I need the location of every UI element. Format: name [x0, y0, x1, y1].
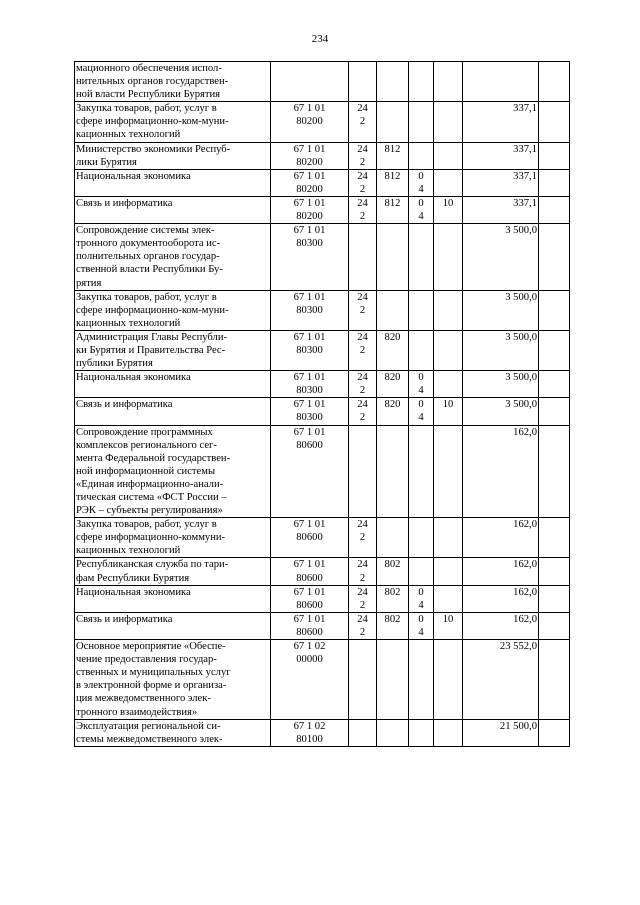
row-administrator-cell: 802 [377, 612, 409, 639]
row-amount-cell: 337,1 [463, 169, 539, 196]
row-extra-amount-cell [539, 62, 570, 102]
table-row [75, 142, 570, 169]
row-subsection-cell [434, 558, 463, 585]
row-section-cell [409, 558, 434, 585]
row-section-cell: 0 4 [409, 585, 434, 612]
row-amount-cell: 162,0 [463, 612, 539, 639]
row-amount-cell: 3 500,0 [463, 224, 539, 290]
row-amount-cell: 162,0 [463, 558, 539, 585]
row-section-cell [409, 142, 434, 169]
row-target-code-cell: 67 1 02 00000 [271, 640, 349, 720]
row-extra-amount-cell [539, 585, 570, 612]
row-administrator-cell [377, 62, 409, 102]
row-extra-amount-cell [539, 102, 570, 142]
row-amount-cell: 3 500,0 [463, 330, 539, 370]
row-section-cell: 0 4 [409, 398, 434, 425]
row-subsection-cell: 10 [434, 196, 463, 223]
row-name-cell: Закупка товаров, работ, услуг в сфере информационно-ком-муни- кационных технологий [75, 102, 271, 142]
row-amount-cell: 3 500,0 [463, 371, 539, 398]
row-extra-amount-cell [539, 558, 570, 585]
row-extra-amount-cell [539, 224, 570, 290]
row-subsection-cell [434, 102, 463, 142]
row-section-cell [409, 290, 434, 330]
row-target-code-cell: 67 1 01 80200 [271, 169, 349, 196]
row-subsection-cell: 10 [434, 612, 463, 639]
row-section-cell: 0 4 [409, 196, 434, 223]
row-name-cell: Национальная экономика [75, 371, 271, 398]
table-row [75, 612, 570, 639]
row-target-code-cell: 67 1 01 80600 [271, 558, 349, 585]
table-row [75, 371, 570, 398]
table-row [75, 585, 570, 612]
row-section-cell [409, 102, 434, 142]
row-target-code-cell [271, 62, 349, 102]
table-row [75, 196, 570, 223]
row-administrator-cell [377, 518, 409, 558]
table-row [75, 330, 570, 370]
table-row [75, 425, 570, 518]
row-section-cell: 0 4 [409, 612, 434, 639]
row-administrator-cell: 820 [377, 398, 409, 425]
row-expense-type-cell [349, 224, 377, 290]
row-amount-cell: 162,0 [463, 425, 539, 518]
row-target-code-cell: 67 1 01 80300 [271, 330, 349, 370]
row-name-cell: Сопровождение программных комплексов регионального сег- мента Федеральной государствен- ной информационной системы «Единая информационно-анали- тическая система «ФСТ России – РЭК – субъекты регулирования» [75, 425, 271, 518]
row-expense-type-cell: 24 2 [349, 102, 377, 142]
row-target-code-cell: 67 1 01 80300 [271, 224, 349, 290]
row-target-code-cell: 67 1 01 80200 [271, 196, 349, 223]
row-target-code-cell: 67 1 01 80600 [271, 425, 349, 518]
row-subsection-cell [434, 640, 463, 720]
row-extra-amount-cell [539, 371, 570, 398]
row-target-code-cell: 67 1 01 80200 [271, 102, 349, 142]
table-row [75, 558, 570, 585]
row-expense-type-cell: 24 2 [349, 196, 377, 223]
row-name-cell: Сопровождение системы элек- тронного документооборота ис- полнительных органов государ- ственной власти Республики Бу- рятия [75, 224, 271, 290]
row-name-cell: Закупка товаров, работ, услуг в сфере информационно-ком-муни- кационных технологий [75, 290, 271, 330]
row-administrator-cell [377, 102, 409, 142]
table-row [75, 169, 570, 196]
row-name-cell: мационного обеспечения испол- нительных органов государствен- ной власти Республики Бурятия [75, 62, 271, 102]
row-extra-amount-cell [539, 518, 570, 558]
table-row [75, 640, 570, 720]
row-target-code-cell: 67 1 02 80100 [271, 719, 349, 746]
row-subsection-cell [434, 425, 463, 518]
row-name-cell: Связь и информатика [75, 612, 271, 639]
row-administrator-cell [377, 290, 409, 330]
row-amount-cell: 337,1 [463, 102, 539, 142]
row-name-cell: Администрация Главы Республи- ки Бурятия и Правительства Рес- публики Бурятия [75, 330, 271, 370]
row-subsection-cell [434, 62, 463, 102]
row-target-code-cell: 67 1 01 80300 [271, 290, 349, 330]
row-name-cell: Национальная экономика [75, 169, 271, 196]
row-subsection-cell [434, 330, 463, 370]
row-extra-amount-cell [539, 330, 570, 370]
row-expense-type-cell: 24 2 [349, 142, 377, 169]
row-name-cell: Связь и информатика [75, 196, 271, 223]
row-name-cell: Основное мероприятие «Обеспе- чение предоставления государ- ственных и муниципальных услуг в электронной форме и организа- ция межведомственного элек- тронного взаимодействия» [75, 640, 271, 720]
row-name-cell: Эксплуатация региональной си- стемы межведомственного элек- [75, 719, 271, 746]
row-expense-type-cell: 24 2 [349, 330, 377, 370]
table-row [75, 102, 570, 142]
row-name-cell: Национальная экономика [75, 585, 271, 612]
row-subsection-cell [434, 719, 463, 746]
row-expense-type-cell: 24 2 [349, 558, 377, 585]
table-row [75, 290, 570, 330]
table-row [75, 398, 570, 425]
row-subsection-cell [434, 371, 463, 398]
row-name-cell: Закупка товаров, работ, услуг в сфере информационно-коммуни- кационных технологий [75, 518, 271, 558]
row-amount-cell: 3 500,0 [463, 398, 539, 425]
row-extra-amount-cell [539, 612, 570, 639]
budget-table-body [75, 62, 570, 747]
row-section-cell: 0 4 [409, 169, 434, 196]
row-expense-type-cell: 24 2 [349, 398, 377, 425]
table-row [75, 224, 570, 290]
row-extra-amount-cell [539, 425, 570, 518]
row-amount-cell: 337,1 [463, 196, 539, 223]
row-expense-type-cell [349, 62, 377, 102]
row-name-cell: Республиканская служба по тари- фам Республики Бурятия [75, 558, 271, 585]
row-amount-cell: 3 500,0 [463, 290, 539, 330]
row-administrator-cell: 812 [377, 142, 409, 169]
row-target-code-cell: 67 1 01 80600 [271, 585, 349, 612]
row-amount-cell: 162,0 [463, 518, 539, 558]
row-amount-cell: 21 500,0 [463, 719, 539, 746]
row-extra-amount-cell [539, 196, 570, 223]
row-amount-cell: 337,1 [463, 142, 539, 169]
row-expense-type-cell [349, 719, 377, 746]
row-administrator-cell: 812 [377, 169, 409, 196]
row-expense-type-cell [349, 425, 377, 518]
row-section-cell [409, 330, 434, 370]
row-section-cell [409, 640, 434, 720]
row-section-cell: 0 4 [409, 371, 434, 398]
table-row [75, 62, 570, 102]
row-section-cell [409, 224, 434, 290]
row-section-cell [409, 425, 434, 518]
row-target-code-cell: 67 1 01 80600 [271, 612, 349, 639]
row-extra-amount-cell [539, 290, 570, 330]
row-amount-cell: 162,0 [463, 585, 539, 612]
row-subsection-cell [434, 169, 463, 196]
row-extra-amount-cell [539, 169, 570, 196]
row-extra-amount-cell [539, 142, 570, 169]
row-amount-cell [463, 62, 539, 102]
row-expense-type-cell: 24 2 [349, 371, 377, 398]
table-row [75, 518, 570, 558]
row-administrator-cell: 802 [377, 558, 409, 585]
row-administrator-cell [377, 224, 409, 290]
row-subsection-cell [434, 518, 463, 558]
budget-table [74, 61, 570, 747]
row-subsection-cell [434, 224, 463, 290]
row-subsection-cell [434, 585, 463, 612]
row-target-code-cell: 67 1 01 80600 [271, 518, 349, 558]
row-name-cell: Связь и информатика [75, 398, 271, 425]
row-section-cell [409, 62, 434, 102]
row-target-code-cell: 67 1 01 80300 [271, 371, 349, 398]
row-administrator-cell: 812 [377, 196, 409, 223]
row-target-code-cell: 67 1 01 80200 [271, 142, 349, 169]
row-expense-type-cell: 24 2 [349, 518, 377, 558]
row-expense-type-cell: 24 2 [349, 169, 377, 196]
row-target-code-cell: 67 1 01 80300 [271, 398, 349, 425]
row-amount-cell: 23 552,0 [463, 640, 539, 720]
row-name-cell: Министерство экономики Респуб- лики Бурятия [75, 142, 271, 169]
row-extra-amount-cell [539, 719, 570, 746]
table-row [75, 719, 570, 746]
row-administrator-cell: 820 [377, 371, 409, 398]
row-extra-amount-cell [539, 398, 570, 425]
row-administrator-cell: 820 [377, 330, 409, 370]
row-administrator-cell [377, 640, 409, 720]
row-subsection-cell [434, 290, 463, 330]
row-expense-type-cell: 24 2 [349, 612, 377, 639]
row-expense-type-cell: 24 2 [349, 585, 377, 612]
row-expense-type-cell: 24 2 [349, 290, 377, 330]
row-administrator-cell [377, 425, 409, 518]
row-section-cell [409, 719, 434, 746]
row-expense-type-cell [349, 640, 377, 720]
row-administrator-cell: 802 [377, 585, 409, 612]
row-administrator-cell [377, 719, 409, 746]
row-section-cell [409, 518, 434, 558]
row-extra-amount-cell [539, 640, 570, 720]
page-number: 234 [311, 33, 329, 45]
row-subsection-cell: 10 [434, 398, 463, 425]
row-subsection-cell [434, 142, 463, 169]
